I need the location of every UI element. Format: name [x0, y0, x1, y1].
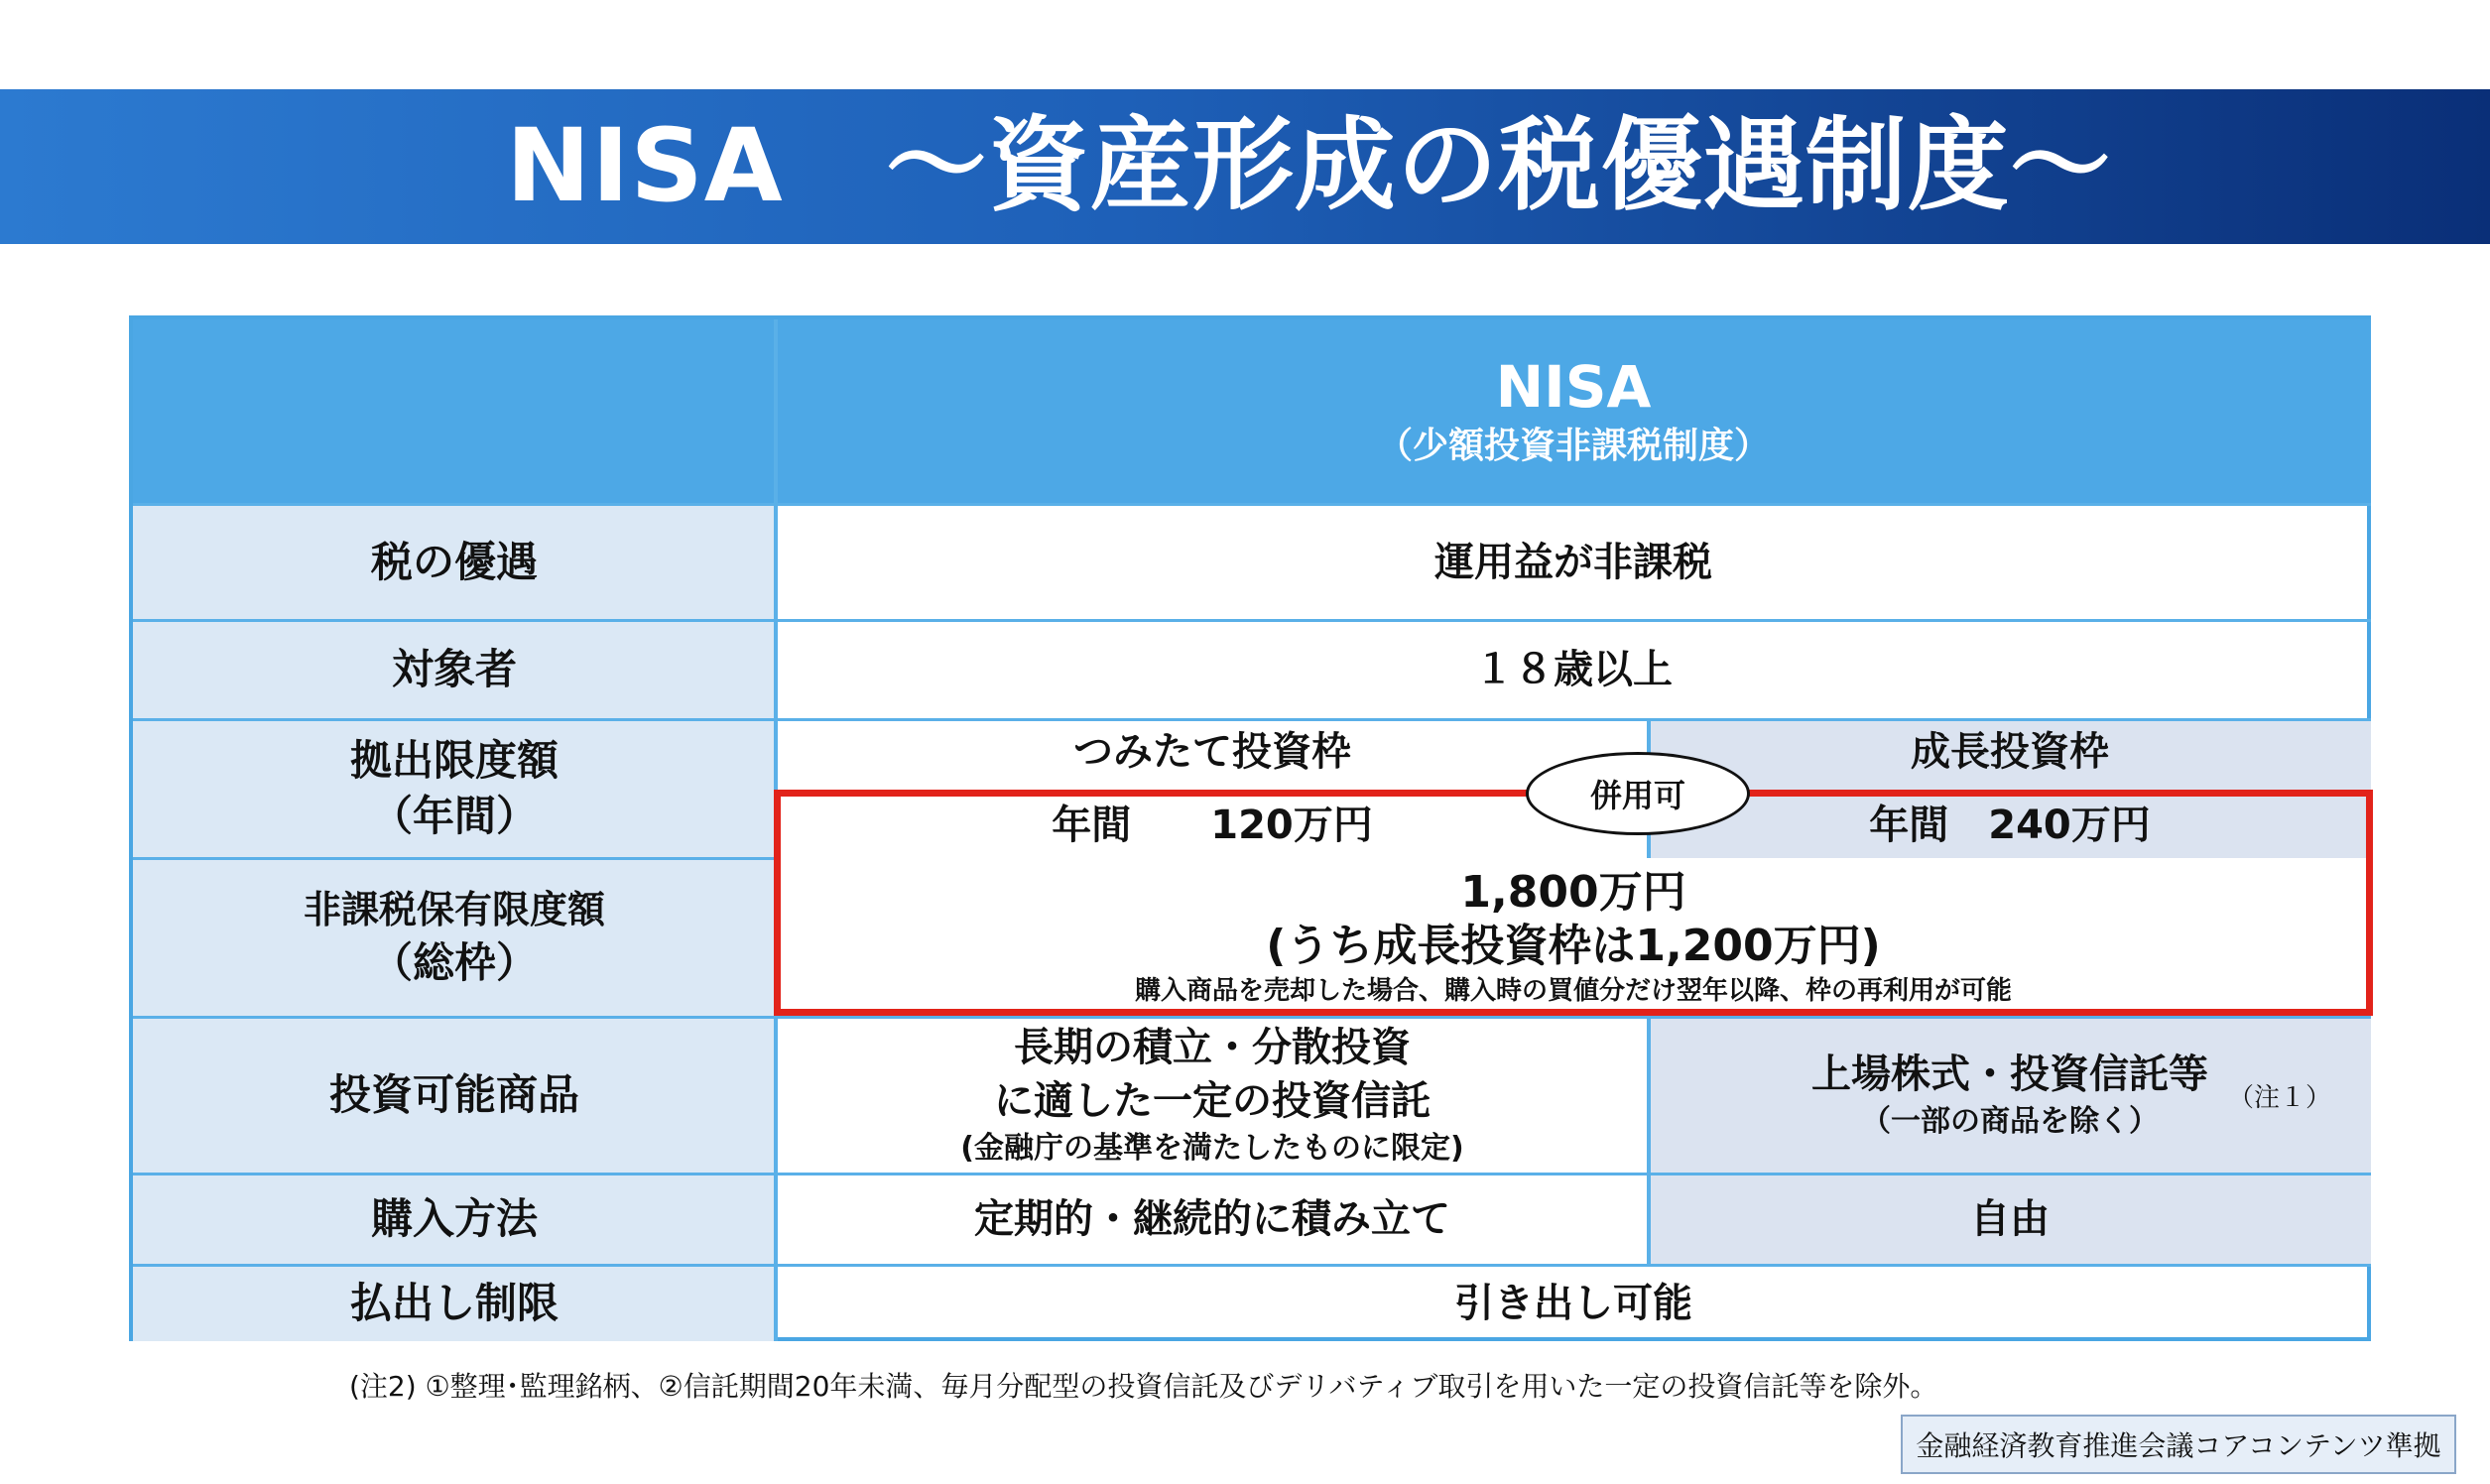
- nisa-heading: NISA: [1495, 353, 1652, 421]
- withdrawal-value: 引き出し可能: [1454, 1280, 1692, 1326]
- purchase-tsumitate-value: 定期的・継続的に積み立て: [974, 1196, 1450, 1242]
- purchase-growth-cell: [1649, 1174, 2371, 1265]
- row-label-purchase: [133, 1174, 776, 1265]
- row-label-lifetime-limit: [133, 858, 776, 1017]
- annual-limit-growth-cell: [1649, 719, 2371, 858]
- growth-annual-amount: 年間 240万円: [1869, 803, 2151, 848]
- header-nisa-cell: [776, 319, 2371, 504]
- products-growth-note: （一部の商品を除く）: [1861, 1104, 2159, 1139]
- row-label-eligible: [133, 620, 776, 719]
- source-badge: [1901, 1415, 2456, 1474]
- row-label-products: [133, 1017, 776, 1174]
- row-divider: [133, 1264, 2371, 1267]
- lifetime-limit-label-line1: 非課税保有限度額: [303, 888, 605, 931]
- lifetime-limit-note: 購入商品を売却した場合、購入時の買値分だけ翌年以降、枠の再利用が可能: [1134, 976, 2012, 1006]
- row-divider: [133, 718, 2371, 721]
- tax-benefit-value: 運用益が非課税: [1434, 539, 1712, 585]
- row-value-tax-benefit: [776, 504, 2371, 620]
- row-divider: [133, 1016, 2371, 1019]
- withdrawal-label: 払出し制限: [349, 1278, 559, 1327]
- nisa-table: [129, 315, 2371, 1341]
- column-divider-products: [1647, 1017, 1651, 1265]
- tsumitate-frame-name: つみたて投資枠: [1073, 729, 1351, 775]
- header-empty-cell: [133, 319, 776, 504]
- lifetime-limit-amount: 1,800万円: [1460, 867, 1686, 918]
- row-label-withdrawal: [133, 1265, 776, 1341]
- page-title: NISA ～資産形成の税優遇制度～: [506, 107, 2112, 225]
- row-value-eligible: [776, 620, 2371, 719]
- row-label-tax-benefit: [133, 504, 776, 620]
- footnote-2: (注2) ①整理･監理銘柄、②信託期間20年未満、毎月分配型の投資信託及びデリバティブ取引を用いた一定の投資信託等を除外。: [349, 1370, 1938, 1403]
- products-growth-cell: [1649, 1017, 2371, 1174]
- row-divider: [133, 619, 2371, 622]
- products-tsumitate-note: (金融庁の基準を満たしたものに限定): [960, 1131, 1464, 1166]
- row-divider: [133, 1173, 2371, 1175]
- row-divider: [133, 857, 776, 860]
- annual-limit-label-line2: （年間）: [370, 792, 538, 840]
- products-tsumitate-line2: に適した一定の投資信託: [994, 1078, 1431, 1124]
- row-divider: [133, 503, 2371, 506]
- row-value-withdrawal: [776, 1265, 2371, 1341]
- products-growth-footnote: （注１）: [2227, 1082, 2331, 1113]
- purchase-tsumitate-cell: [776, 1174, 1649, 1265]
- annual-limit-tsumitate-cell: [776, 719, 1649, 858]
- purchase-growth-value: 自由: [1970, 1196, 2050, 1242]
- annual-limit-label-line1: 拠出限度額: [349, 736, 559, 785]
- products-tsumitate-line1: 長期の積立・分散投資: [1014, 1025, 1411, 1070]
- products-growth-line1: 上場株式・投資信託等: [1811, 1051, 2208, 1097]
- row-value-lifetime-limit: [776, 858, 2371, 1017]
- row-label-annual-limit: [133, 719, 776, 858]
- title-banner: [0, 89, 2490, 244]
- growth-frame-name: 成長投資枠: [1911, 729, 2109, 775]
- source-label: 金融経済教育推進会議コアコンテンツ準拠: [1916, 1429, 2441, 1462]
- tsumitate-annual-amount: 年間 120万円: [1052, 803, 1373, 848]
- products-tsumitate-cell: [776, 1017, 1649, 1174]
- eligible-label: 対象者: [391, 645, 517, 693]
- combined-use-label: 併用可: [1589, 777, 1685, 814]
- tax-benefit-label: 税の優遇: [370, 537, 538, 586]
- lifetime-limit-label-line2: （総枠）: [370, 938, 538, 987]
- nisa-subheading: （少額投資非課税制度）: [1376, 426, 1770, 466]
- purchase-label: 購入方法: [370, 1194, 538, 1243]
- eligible-value: １８歳以上: [1474, 647, 1673, 692]
- lifetime-limit-breakdown: (うち成長投資枠は1,200万円): [1266, 921, 1881, 971]
- combined-use-oval: [1526, 752, 1750, 835]
- column-divider-label: [774, 319, 778, 1341]
- products-label: 投資可能商品: [328, 1070, 579, 1119]
